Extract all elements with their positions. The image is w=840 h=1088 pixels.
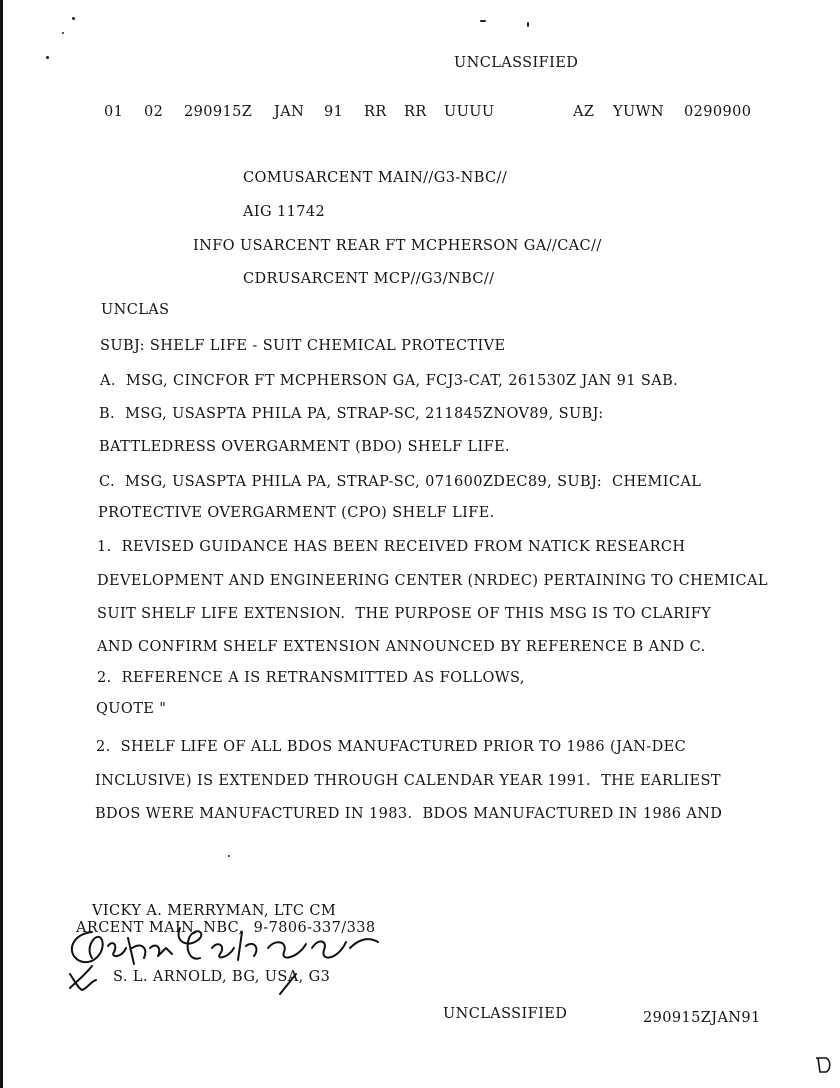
header-field: UUUU [444, 104, 495, 120]
scan-speck [72, 17, 75, 20]
releaser-line: S. L. ARNOLD, BG, USA, G3 [113, 969, 331, 985]
cdr-line: CDRUSARCENT MCP//G3/NBC// [243, 271, 495, 287]
header-field: RR [404, 104, 427, 120]
from-line: COMUSARCENT MAIN//G3-NBC// [243, 170, 508, 186]
header-field: AZ [573, 104, 595, 120]
para-1-line-1: 1. REVISED GUIDANCE HAS BEEN RECEIVED FROM NATICK RESEARCH [97, 539, 686, 555]
office-line: ARCENT MAIN, NBC, 9-7806-337/338 [76, 920, 376, 936]
info-line: INFO USARCENT REAR FT MCPHERSON GA//CAC// [193, 238, 602, 254]
header-field: 02 [144, 104, 164, 120]
header-field: 01 [104, 104, 124, 120]
header-field: JAN [274, 104, 305, 120]
header-field: RR [364, 104, 387, 120]
para-1-line-2: DEVELOPMENT AND ENGINEERING CENTER (NRDEC) PERTAINING TO CHEMICAL [97, 573, 768, 589]
aig-line: AIG 11742 [243, 204, 326, 220]
header-field: 0290900 [684, 104, 752, 120]
para-1-line-4: AND CONFIRM SHELF EXTENSION ANNOUNCED BY REFERENCE B AND C. [97, 639, 706, 655]
quoted-para-line-2: INCLUSIVE) IS EXTENDED THROUGH CALENDAR YEAR 1991. THE EARLIEST [95, 773, 721, 789]
reference-c-cont: PROTECTIVE OVERGARMENT (CPO) SHELF LIFE. [98, 505, 495, 521]
routing-header [0, 104, 840, 124]
reference-b: B. MSG, USASPTA PHILA PA, STRAP-SC, 211845ZNOV89, SUBJ: [99, 406, 604, 422]
reference-c: C. MSG, USASPTA PHILA PA, STRAP-SC, 071600ZDEC89, SUBJ: CHEMICAL [99, 474, 702, 490]
header-field: 91 [324, 104, 344, 120]
subject-line: SUBJ: SHELF LIFE - SUIT CHEMICAL PROTECTIVE [100, 338, 506, 354]
quoted-para-line-1: 2. SHELF LIFE OF ALL BDOS MANUFACTURED PRIOR TO 1986 (JAN-DEC [96, 739, 687, 755]
drafter-line: VICKY A. MERRYMAN, LTC CM [92, 903, 337, 919]
footer-dtg: 290915ZJAN91 [643, 1010, 761, 1026]
header-field: YUWN [613, 104, 664, 120]
unclas-line: UNCLAS [101, 302, 170, 318]
scan-speck [62, 32, 64, 34]
classification-top: UNCLASSIFIED [454, 55, 579, 71]
para-1-line-3: SUIT SHELF LIFE EXTENSION. THE PURPOSE OF THIS MSG IS TO CLARIFY [97, 606, 712, 622]
scan-speck [480, 20, 486, 22]
scan-speck [527, 22, 529, 27]
scan-speck [46, 56, 49, 59]
para-2-line: 2. REFERENCE A IS RETRANSMITTED AS FOLLOWS, [97, 670, 525, 686]
quote-marker: QUOTE " [96, 701, 167, 717]
header-dtg: 290915Z [184, 104, 253, 120]
classification-bottom: UNCLASSIFIED [443, 1006, 568, 1022]
corner-mark-icon [812, 1054, 834, 1076]
reference-a: A. MSG, CINCFOR FT MCPHERSON GA, FCJ3-CAT, 261530Z JAN 91 SAB. [100, 373, 679, 389]
scan-speck [228, 855, 230, 857]
scan-edge [0, 0, 3, 1088]
reference-b-cont: BATTLEDRESS OVERGARMENT (BDO) SHELF LIFE. [99, 439, 511, 455]
quoted-para-line-3: BDOS WERE MANUFACTURED IN 1983. BDOS MANUFACTURED IN 1986 AND [95, 806, 723, 822]
